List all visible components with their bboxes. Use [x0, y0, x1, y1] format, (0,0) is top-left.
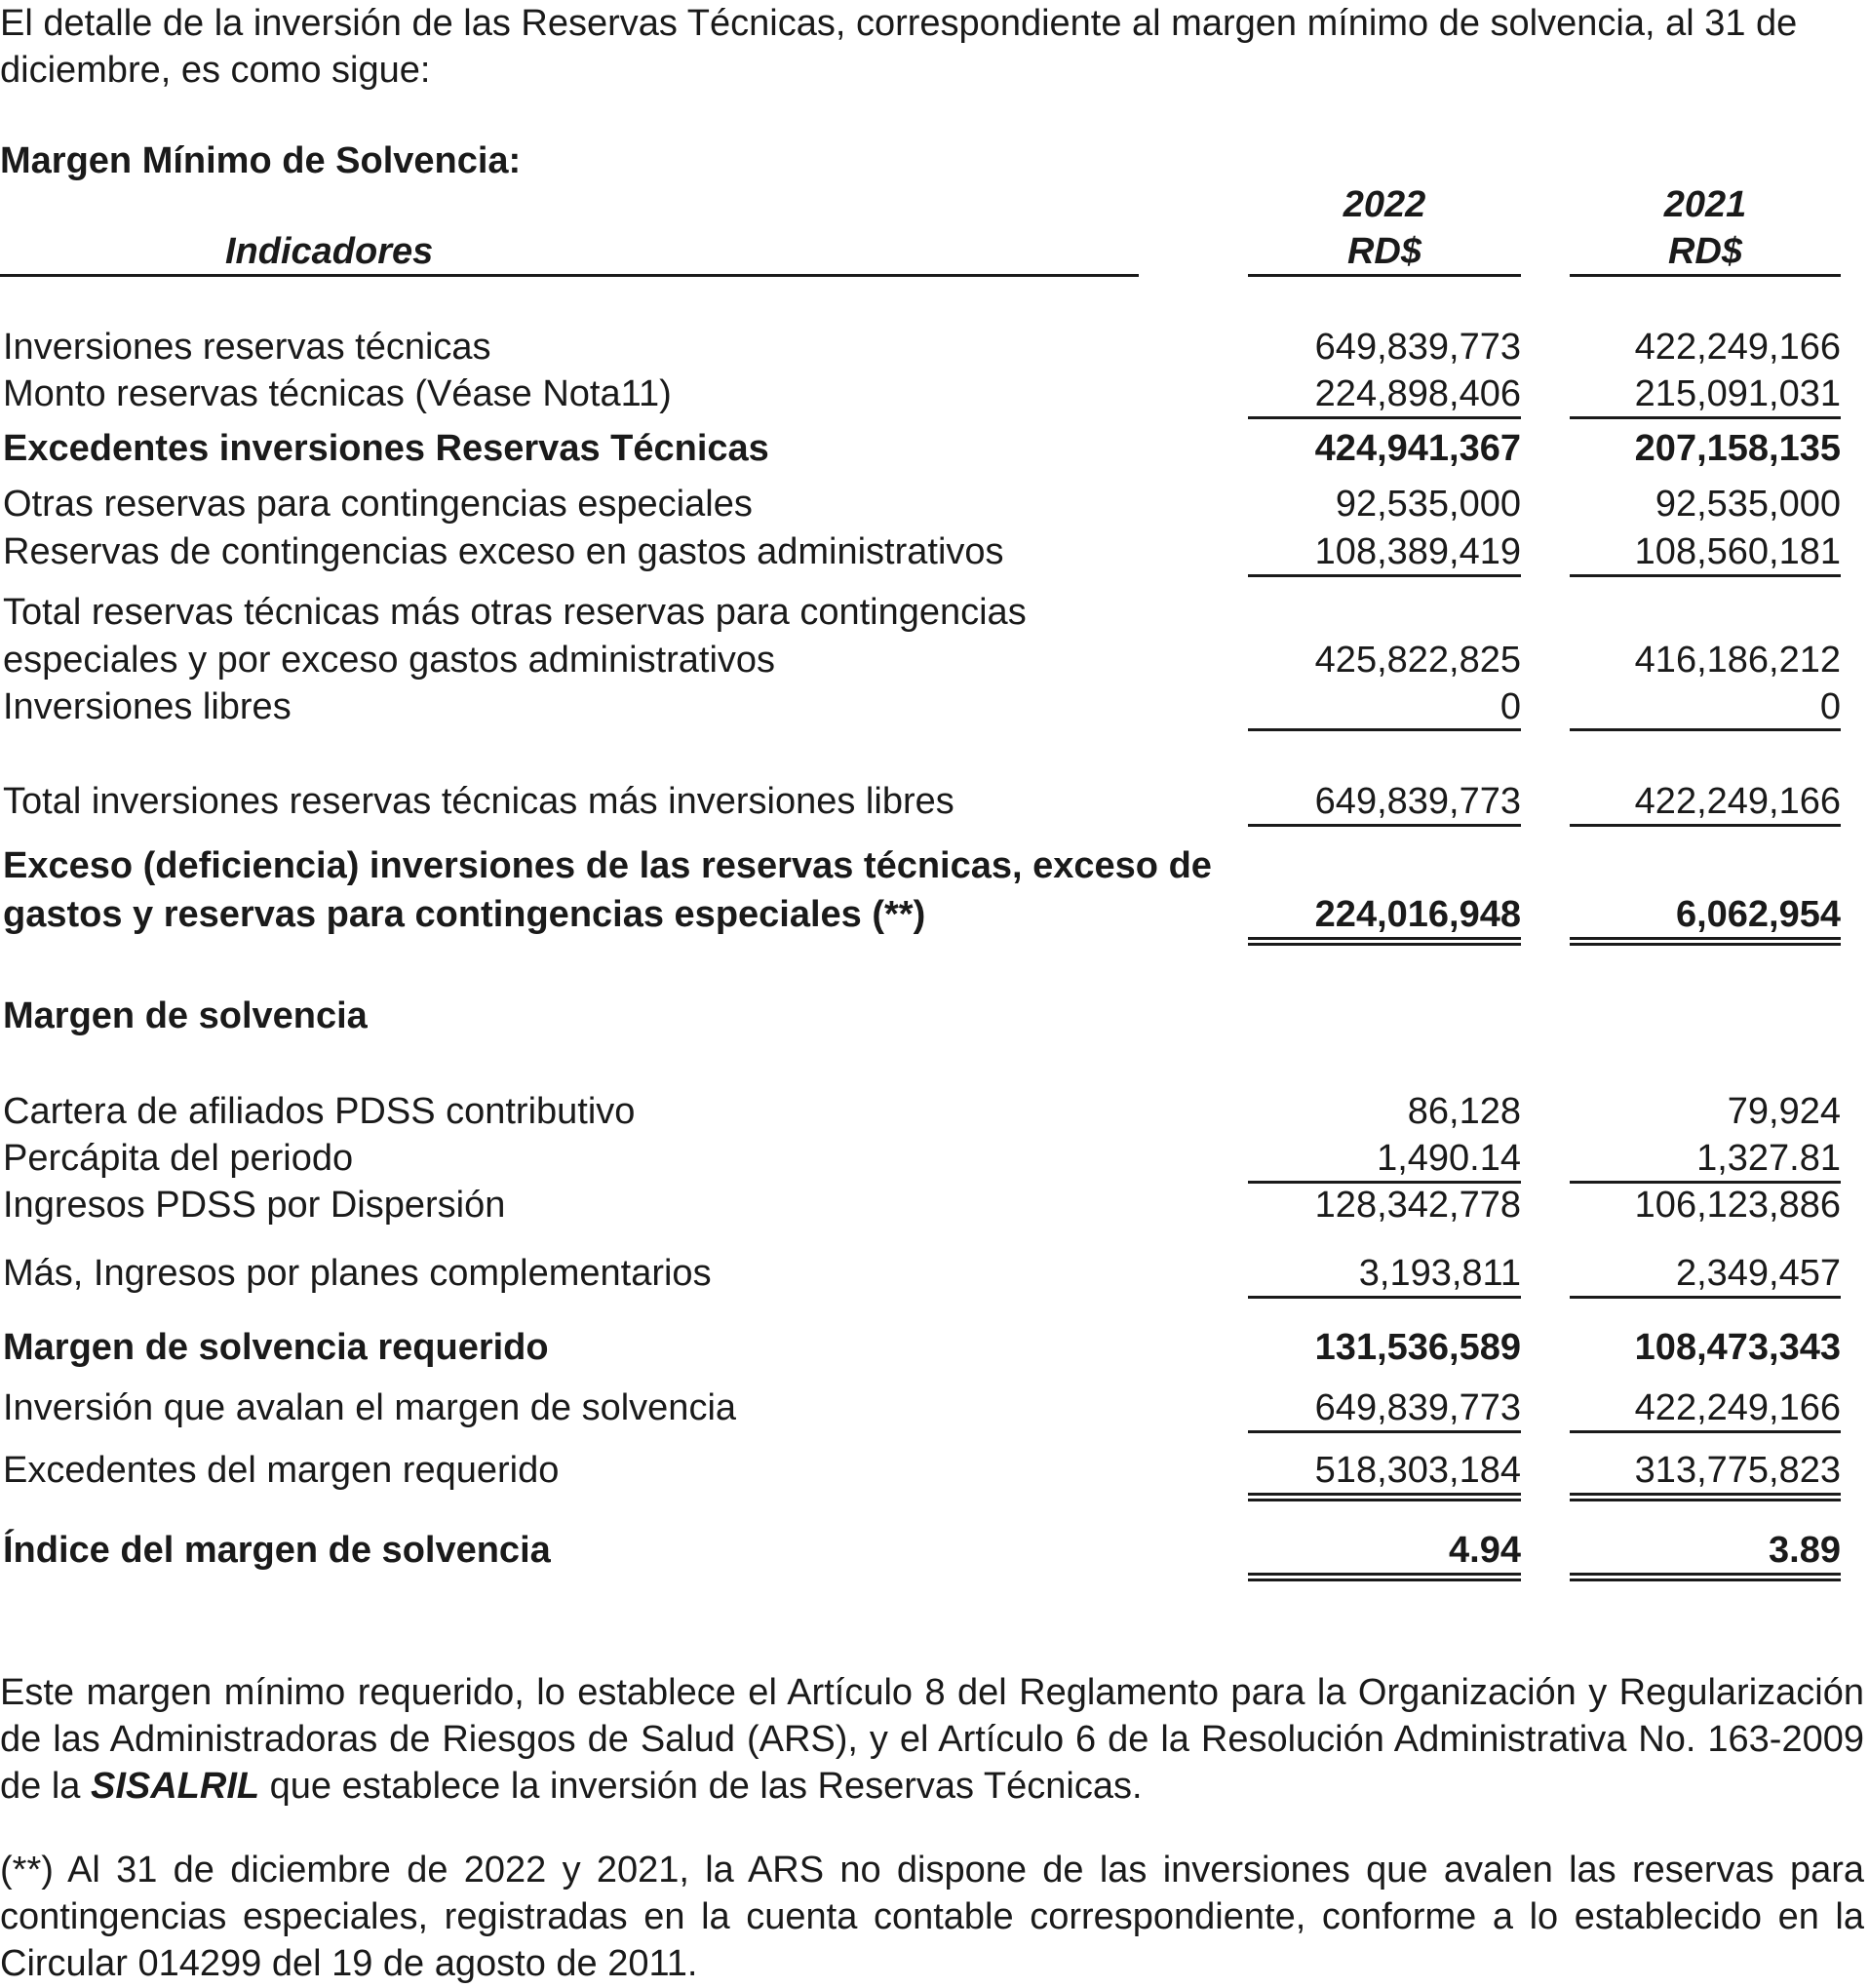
- total-double-rule-2022: [1248, 937, 1521, 946]
- row-label-otras-reservas: Otras reservas para contingencias especiales: [3, 484, 753, 525]
- section-title: Margen Mínimo de Solvencia:: [0, 140, 522, 181]
- row-value-2021: 6,062,954: [1675, 894, 1841, 935]
- subtotal-rule-2022: [1248, 416, 1521, 419]
- margin-value-2021: 1,327.81: [1696, 1138, 1841, 1179]
- margin-label-indice: Índice del margen de solvencia: [3, 1530, 551, 1571]
- total-double-rule-2021: [1570, 1573, 1841, 1581]
- row-value-2021: 108,560,181: [1634, 531, 1841, 572]
- col-2021-currency: RD$: [1667, 231, 1743, 272]
- row-label-exceso-line2: gastos y reservas para contingencias especiales (**): [3, 894, 926, 935]
- row-label-total-reservas-line2: especiales y por exceso gastos administrativos: [3, 640, 776, 681]
- row-value-2021: 0: [1819, 686, 1841, 727]
- margin-value-2021: 422,249,166: [1634, 1387, 1841, 1428]
- row-label-exceso-line1: Exceso (deficiencia) inversiones de las reservas técnicas, exceso de: [3, 845, 1212, 886]
- regulation-note-text: Este margen mínimo requerido, lo establece el Artículo 8 del Reglamento para la Organización y Regularización de las Administradoras de Riesgos de Salud (ARS), y el Artículo 6 de la Resolución Administrativa No. 163-2009 de la: [0, 1672, 1864, 1807]
- margin-section-title: Margen de solvencia: [3, 995, 368, 1036]
- row-label-total-inversiones: Total inversiones reservas técnicas más inversiones libres: [3, 781, 954, 822]
- subtotal-rule-2021: [1570, 1296, 1841, 1299]
- header-rule-2021: [1570, 274, 1841, 277]
- row-value-2021: 215,091,031: [1634, 373, 1841, 414]
- margin-value-2022: 1,490.14: [1377, 1138, 1521, 1179]
- header-rule: [0, 274, 1139, 277]
- row-value-2022: 108,389,419: [1314, 531, 1521, 572]
- row-value-2021: 207,158,135: [1634, 428, 1841, 469]
- margin-value-2022: 3,193,811: [1358, 1253, 1521, 1294]
- margin-label-percapita: Percápita del periodo: [3, 1138, 354, 1179]
- row-value-2021: 422,249,166: [1634, 781, 1841, 822]
- margin-value-2022: 4.94: [1449, 1530, 1521, 1571]
- col-2021-year: 2021: [1663, 184, 1747, 225]
- row-value-2022: 424,941,367: [1314, 428, 1521, 469]
- row-value-2022: 92,535,000: [1335, 484, 1521, 525]
- margin-value-2021: 2,349,457: [1675, 1253, 1841, 1294]
- row-label-excedentes-inversiones: Excedentes inversiones Reservas Técnicas: [3, 428, 769, 469]
- col-2022-year: 2022: [1343, 184, 1426, 225]
- margin-value-2021: 3.89: [1769, 1530, 1841, 1571]
- margin-value-2022: 86,128: [1407, 1091, 1521, 1132]
- subtotal-rule-2022: [1248, 1296, 1521, 1299]
- margin-label-excedentes: Excedentes del margen requerido: [3, 1450, 560, 1491]
- subtotal-rule-2022: [1248, 1430, 1521, 1433]
- subtotal-rule-2021: [1570, 728, 1841, 731]
- margin-label-ingresos-pdss: Ingresos PDSS por Dispersión: [3, 1185, 506, 1226]
- regulation-note-tail: que establece la inversión de las Reservas Técnicas.: [259, 1766, 1143, 1807]
- subtotal-rule-2022: [1248, 574, 1521, 577]
- intro-paragraph: El detalle de la inversión de las Reservas Técnicas, correspondiente al margen mínimo de solvencia, al 31 de diciembre, es como sigue:: [0, 3, 1798, 91]
- row-value-2022: 224,898,406: [1314, 373, 1521, 414]
- margin-label-planes-complementarios: Más, Ingresos por planes complementarios: [3, 1253, 712, 1294]
- row-label-total-reservas-line1: Total reservas técnicas más otras reservas para contingencias: [3, 592, 1027, 633]
- margin-label-cartera: Cartera de afiliados PDSS contributivo: [3, 1091, 636, 1132]
- subtotal-rule-2022: [1248, 824, 1521, 827]
- row-value-2022: 425,822,825: [1314, 640, 1521, 681]
- col-2022-currency: RD$: [1346, 231, 1422, 272]
- row-label-reservas-contingencias: Reservas de contingencias exceso en gastos administrativos: [3, 531, 1004, 572]
- indicators-header: Indicadores: [225, 231, 434, 272]
- margin-value-2022: 131,536,589: [1314, 1327, 1521, 1368]
- subtotal-rule-2021: [1570, 824, 1841, 827]
- regulation-note: [0, 1669, 1864, 1810]
- subtotal-rule-2022: [1248, 728, 1521, 731]
- margin-value-2021: 79,924: [1727, 1091, 1841, 1132]
- margin-value-2022: 649,839,773: [1314, 1387, 1521, 1428]
- row-value-2021: 416,186,212: [1634, 640, 1841, 681]
- total-double-rule-2021: [1570, 937, 1841, 946]
- row-label-inversiones-libres: Inversiones libres: [3, 686, 292, 727]
- margin-value-2022: 128,342,778: [1314, 1185, 1521, 1226]
- margin-value-2021: 313,775,823: [1634, 1450, 1841, 1491]
- margin-value-2022: 518,303,184: [1314, 1450, 1521, 1491]
- total-double-rule-2021: [1570, 1493, 1841, 1501]
- row-value-2022: 224,016,948: [1314, 894, 1521, 935]
- header-rule-2022: [1248, 274, 1521, 277]
- subtotal-rule-2021: [1570, 574, 1841, 577]
- row-value-2021: 92,535,000: [1655, 484, 1841, 525]
- total-double-rule-2022: [1248, 1493, 1521, 1501]
- row-value-2021: 422,249,166: [1634, 327, 1841, 368]
- margin-value-2021: 106,123,886: [1634, 1185, 1841, 1226]
- row-label-inversiones-reservas: Inversiones reservas técnicas: [3, 327, 491, 368]
- row-label-monto-reservas: Monto reservas técnicas (Véase Nota11): [3, 373, 672, 414]
- subtotal-rule-2021: [1570, 416, 1841, 419]
- row-value-2022: 0: [1499, 686, 1521, 727]
- footnote: (**) Al 31 de diciembre de 2022 y 2021, la ARS no dispone de las inversiones que avalen las reservas para contingencias especiales, registradas en la cuenta contable correspondiente, conforme a lo establecido en la Circular 014299 del 19 de agosto de 2011.: [0, 1850, 1864, 1984]
- total-double-rule-2022: [1248, 1573, 1521, 1581]
- margin-label-inversion-avalan: Inversión que avalan el margen de solvencia: [3, 1387, 737, 1428]
- margin-label-requerido: Margen de solvencia requerido: [3, 1327, 549, 1368]
- subtotal-rule-2021: [1570, 1430, 1841, 1433]
- row-value-2022: 649,839,773: [1314, 781, 1521, 822]
- margin-value-2021: 108,473,343: [1634, 1327, 1841, 1368]
- sisalril-emphasis: SISALRIL: [90, 1766, 260, 1807]
- row-value-2022: 649,839,773: [1314, 327, 1521, 368]
